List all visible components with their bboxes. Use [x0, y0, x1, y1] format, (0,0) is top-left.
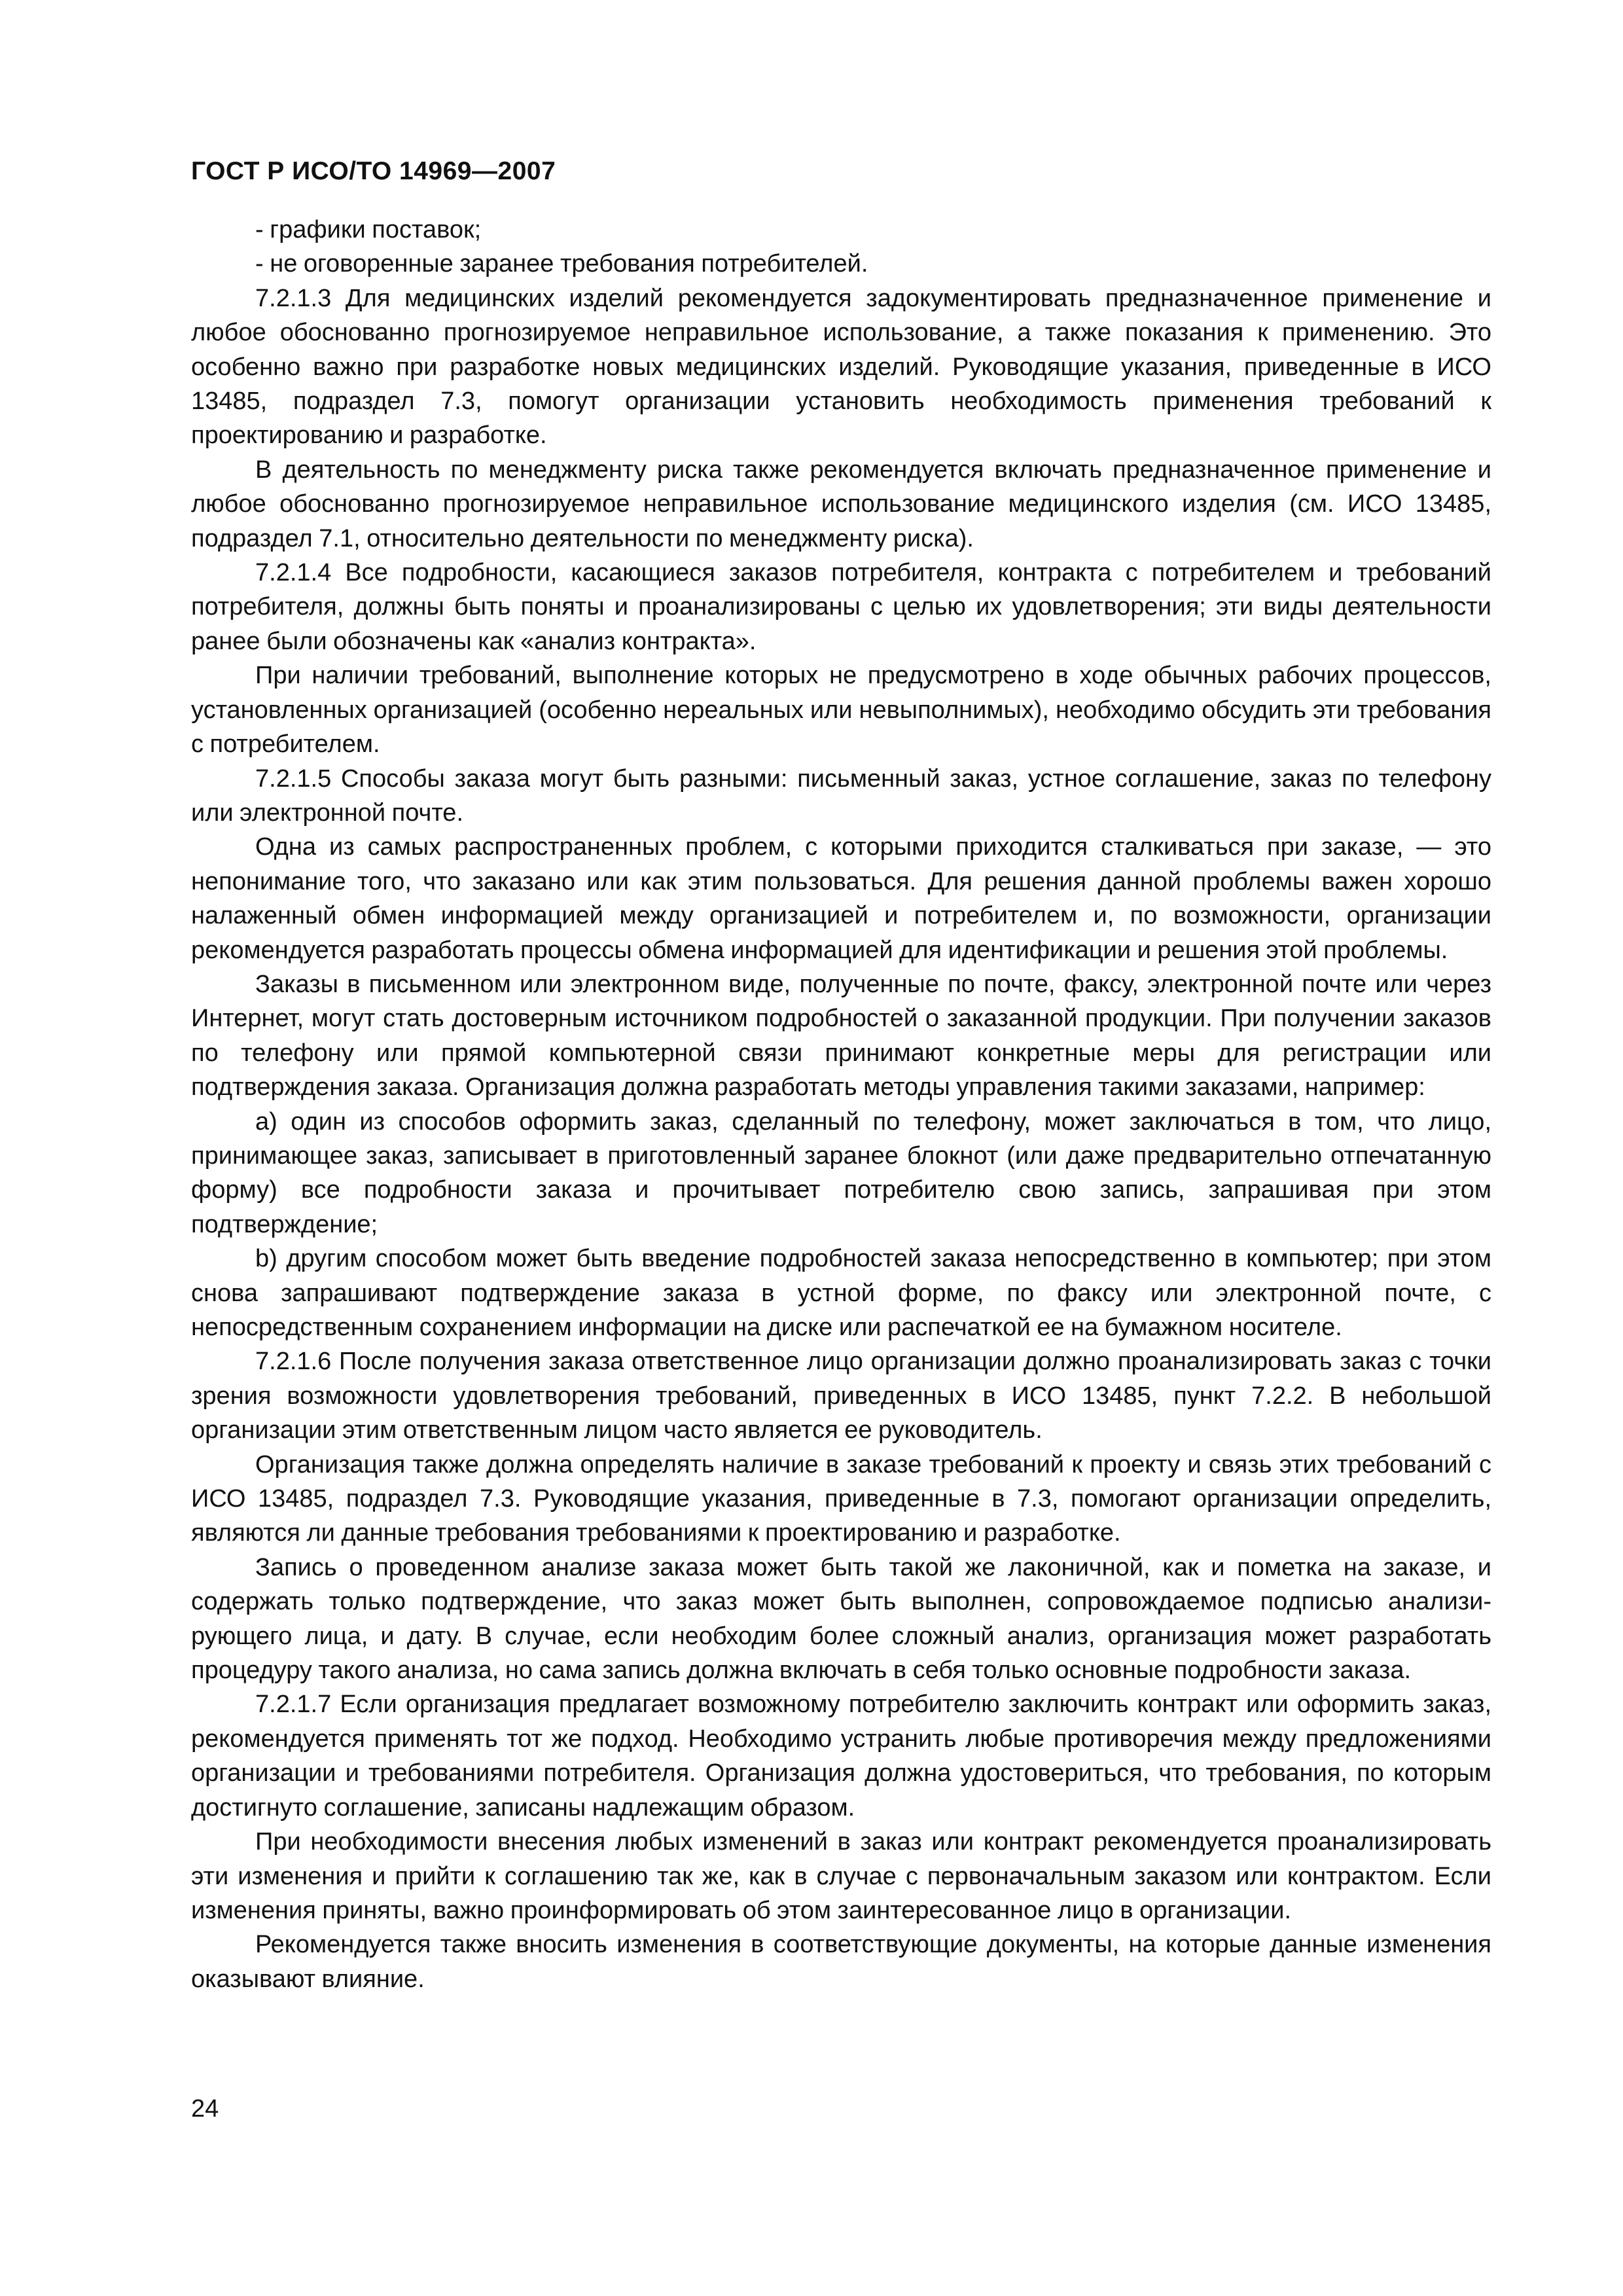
paragraph-7-2-1-5: 7.2.1.5 Способы заказа могут быть разными: письменный заказ, устное соглашение, заказ по телефону или электронной почте. [191, 764, 1491, 827]
list-item-b-computer-entry: b) другим способом может быть введение подробностей заказа непосредственно в компьютер; при этом снова запрашивают подтверждение заказа в устной форме, по факсу или электронной почте, с непосредственным сохранением информации на диске или распечаткой ее на бумажном носителе. [191, 1245, 1491, 1341]
document-body [191, 213, 1491, 1996]
standard-code-header: ГОСТ Р ИСО/ТО 14969—2007 [191, 157, 556, 185]
paragraph-7-2-1-4: 7.2.1.4 Все подробности, касающиеся заказов потребителя, контракта с потребителем и требований потребителя, должны быть поняты и проанализированы с целью их удовлетворения; эти виды деятельности ранее были обозначены как «анализ контракта». [191, 559, 1491, 655]
paragraph-document-changes: Рекомендуется также вносить изменения в соответствующие документы, на которые данные изменения оказывают влияние. [191, 1931, 1491, 1993]
paragraph-order-changes: При необходимости внесения любых изменений в заказ или контракт рекомендуется проанализировать эти изменения и прийти к соглашению так же, как в случае с первоначальным заказом или контрактом. Если изменения приняты, важно проинформировать об этом заинтересованное лицо в организации. [191, 1828, 1491, 1924]
list-item-delivery-schedules: - графики поставок; [255, 216, 482, 243]
paragraph-special-requirements: При наличии требований, выполнение которых не предусмотрено в ходе обычных рабочих процессов, установленных организацией (особенно нереальных или невыполнимых), необходимо обсудить эти требования с потребителем. [191, 662, 1491, 759]
paragraph-7-2-1-6: 7.2.1.6 После получения заказа ответственное лицо организации должно проанализировать заказ с точки зрения возможности удовлетворения требований, приведенных в ИСО 13485, пункт 7.2.2. В небольшой организации этим ответственным лицом часто является ее руководитель. [191, 1348, 1491, 1444]
paragraph-7-2-1-3: 7.2.1.3 Для медицинских изделий рекомендуется задокументировать предназначенное применение и любое обоснованно прогнозируемое неправильное использование, а также показания к применению. Это особенно важно при разработке новых медицинских изделий. Руководящие указания, приведенные в ИСО 13485, подраздел 7.3, помогут организации установить необходимость применения требований к проектированию и разработке. [191, 284, 1491, 450]
page-number: 24 [191, 2095, 219, 2123]
list-item-unspecified-requirements: - не оговоренные заранее требования потребителей. [255, 250, 868, 278]
paragraph-risk-management: В деятельность по менеджменту риска также рекомендуется включать предназначенное применение и любое обоснованно прогнозируемое неправильное использование медицинского изделия (см. ИСО 13485, подраздел 7.1, относительно деятельности по менеджменту риска). [191, 456, 1491, 552]
paragraph-7-2-1-7: 7.2.1.7 Если организация предлагает возможному потребителю заключить контракт или оформить заказ, рекомендуется применять тот же подход. Необходимо устранить любые противоречия между предложениями организации и требованиями потребителя. Организация должна удостовериться, что требования, по которым достигнуто соглашение, записаны надлежащим образом. [191, 1691, 1491, 1821]
paragraph-written-orders: Заказы в письменном или электронном виде, полученные по почте, факсу, электронной почте или через Интернет, могут стать достоверным источником подробностей о заказанной продукции. При получении заказов по телефону или прямой компьютерной связи принимают конкретные меры для регистрации или подтверждения заказа. Организация должна разработать методы управления такими заказами, например: [191, 970, 1491, 1102]
paragraph-review-record: Запись о проведенном анализе заказа может быть такой же лаконичной, как и пометка на заказе, и содержать только подтверждение, что заказ может быть выполнен, сопровождаемое подписью анализирующего лица, и дату. В случае, если необходим более сложный анализ, организация может разработать процедуру такого анализа, но сама запись должна включать в себя только основные подробности заказа. [191, 1553, 1491, 1685]
list-item-a-phone-order: a) один из способов оформить заказ, сделанный по телефону, может заключаться в том, что лицо, принимающее заказ, записывает в приготовленный заранее блокнот (или даже предварительно отпечатанную форму) все подробности заказа и прочитывает потребителю свою запись, запрашивая при этом подтверждение; [191, 1107, 1491, 1238]
paragraph-design-requirements: Организация также должна определять наличие в заказе требований к проекту и связь этих требований с ИСО 13485, подраздел 7.3. Руководящие указания, приведенные в 7.3, помогают организации определить, являются ли данные требования требованиями к проектированию и разработке. [191, 1450, 1491, 1547]
paragraph-common-problems: Одна из самых распространенных проблем, с которыми приходится сталкиваться при заказе, — это непонимание того, что заказано или как этим пользоваться. Для решения данной проблемы важен хорошо налаженный обмен информацией между организацией и потребителем и, по возможности, организации рекомендуется разработать процессы обмена информацией для идентификации и решения этой проблемы. [191, 833, 1491, 964]
